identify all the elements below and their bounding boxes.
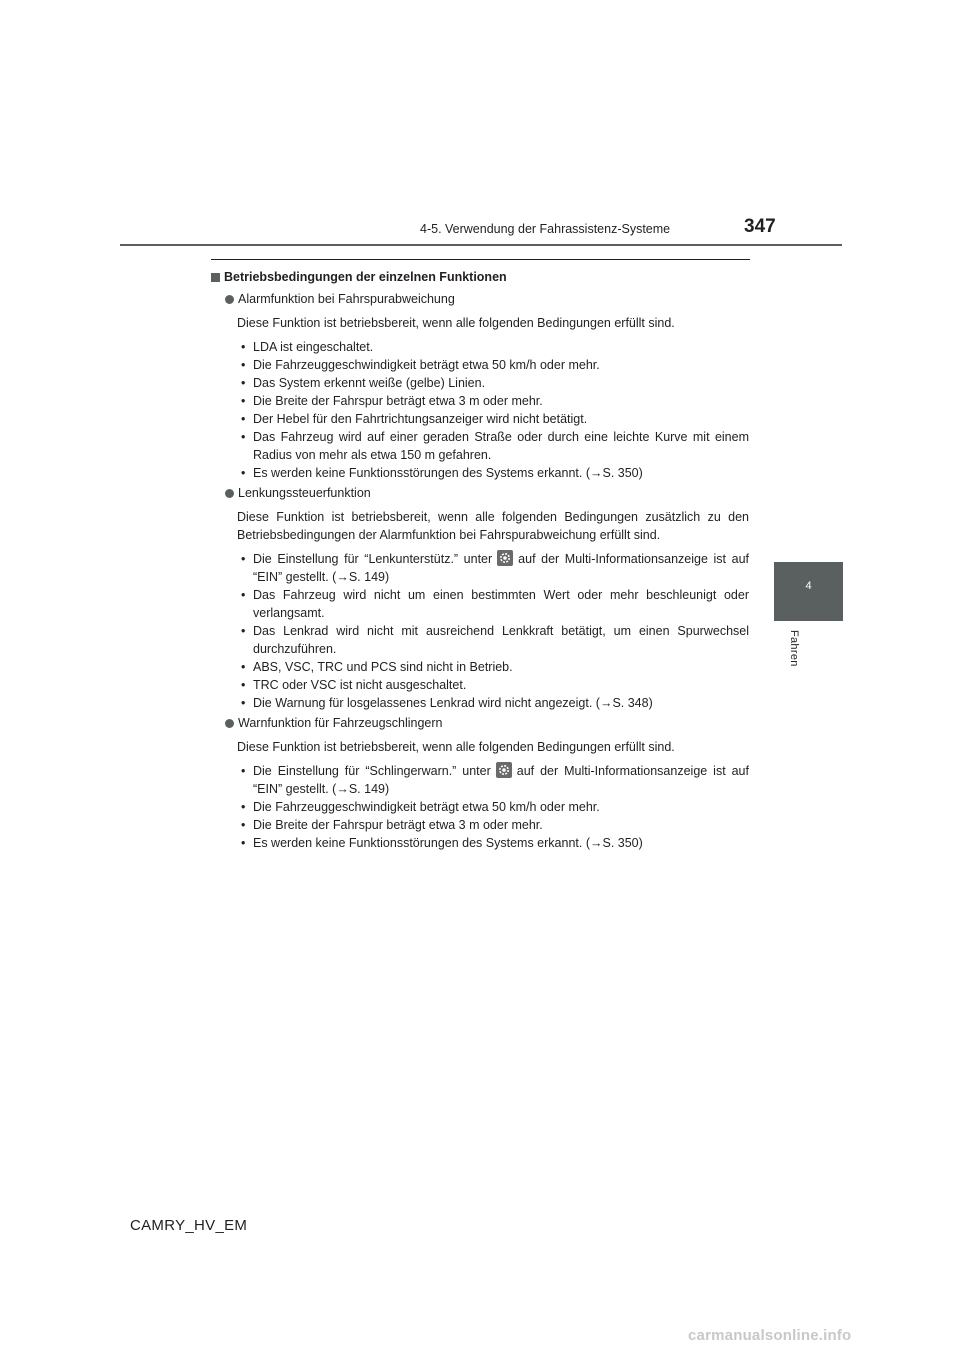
section-heading (211, 268, 749, 286)
function-title (211, 714, 749, 732)
condition-list (237, 550, 749, 712)
watermark: carmanualsonline.info (688, 1327, 852, 1344)
function-intro: Diese Funktion ist betriebsbereit, wenn alle folgenden Bedingungen erfüllt sind. (237, 740, 675, 754)
list-item: • Es werden keine Funktionsstörungen des Systems erkannt. (→S. 350) (237, 834, 749, 852)
function-title-text: Lenkungssteuerfunktion (238, 486, 371, 500)
section-rule (211, 259, 750, 260)
list-item: • Es werden keine Funktionsstörungen des Systems erkannt. (→S. 350) (237, 464, 749, 482)
list-item: • LDA ist eingeschaltet. (237, 338, 749, 356)
chapter-label: Fahren (788, 630, 800, 667)
list-item: • Die Breite der Fahrspur beträgt etwa 3 m oder mehr. (237, 392, 749, 410)
list-item: • Das Lenkrad wird nicht mit ausreichend Lenkkraft betätigt, um einen Spurwechsel durchzuführen. (237, 622, 749, 658)
function-block (211, 484, 749, 712)
list-item: • ABS, VSC, TRC und PCS sind nicht in Betrieb. (237, 658, 749, 676)
function-title (211, 484, 749, 502)
condition-list (237, 338, 749, 482)
list-item-text-before: Die Einstellung für “Lenkunterstütz.” unter (253, 552, 493, 566)
list-item-text-before: Die Einstellung für “Schlingerwarn.” unter (253, 764, 491, 778)
chapter-tab (774, 562, 843, 621)
list-item: • Die Breite der Fahrspur beträgt etwa 3 m oder mehr. (237, 816, 749, 834)
function-block (211, 714, 749, 852)
list-item: • Die Fahrzeuggeschwindigkeit beträgt etwa 50 km/h oder mehr. (237, 798, 749, 816)
function-title-text: Warnfunktion für Fahrzeugschlingern (238, 716, 443, 730)
circle-bullet-icon (225, 489, 234, 498)
list-item: • Das Fahrzeug wird nicht um einen bestimmten Wert oder mehr beschleunigt oder verlangsamt. (237, 586, 749, 622)
circle-bullet-icon (225, 295, 234, 304)
list-item (237, 762, 749, 798)
gear-icon (496, 762, 512, 778)
list-item: • Das System erkennt weiße (gelbe) Linien. (237, 374, 749, 392)
list-item: • Der Hebel für den Fahrtrichtungsanzeiger wird nicht betätigt. (237, 410, 749, 428)
square-bullet-icon (211, 273, 220, 282)
function-block (211, 290, 749, 482)
header-title: 4-5. Verwendung der Fahrassistenz-Systeme (420, 222, 671, 236)
function-title (211, 290, 749, 308)
list-item-text-after: auf der Multi-Informationsanzeige ist auf “EIN” gestellt. (→S. 149) (253, 552, 749, 584)
list-item: • Die Warnung für losgelassenes Lenkrad wird nicht angezeigt. (→S. 348) (237, 694, 749, 712)
footer-code: CAMRY_HV_EM (130, 1217, 248, 1234)
page-number: 347 (744, 216, 776, 237)
list-item: • Die Fahrzeuggeschwindigkeit beträgt etwa 50 km/h oder mehr. (237, 356, 749, 374)
gear-icon (497, 550, 513, 566)
list-item (237, 550, 749, 586)
chapter-number: 4 (805, 580, 812, 592)
section-heading-text: Betriebsbedingungen der einzelnen Funktionen (224, 270, 507, 284)
function-intro: Diese Funktion ist betriebsbereit, wenn alle folgenden Bedingungen zusätzlich zu den Betriebsbedingungen der Alarmfunktion bei Fahrspurabweichung erfüllt sind. (237, 510, 749, 542)
function-title-text: Alarmfunktion bei Fahrspurabweichung (238, 292, 455, 306)
content (211, 268, 749, 854)
function-intro: Diese Funktion ist betriebsbereit, wenn alle folgenden Bedingungen erfüllt sind. (237, 316, 675, 330)
header-rule (120, 244, 842, 246)
list-item: • Das Fahrzeug wird auf einer geraden Straße oder durch eine leichte Kurve mit einem Radius von mehr als etwa 150 m gefahren. (237, 428, 749, 464)
list-item: • TRC oder VSC ist nicht ausgeschaltet. (237, 676, 749, 694)
circle-bullet-icon (225, 719, 234, 728)
list-item-text-after: auf der Multi-Informationsanzeige ist auf “EIN” gestellt. (→S. 149) (253, 764, 749, 796)
condition-list (237, 762, 749, 852)
